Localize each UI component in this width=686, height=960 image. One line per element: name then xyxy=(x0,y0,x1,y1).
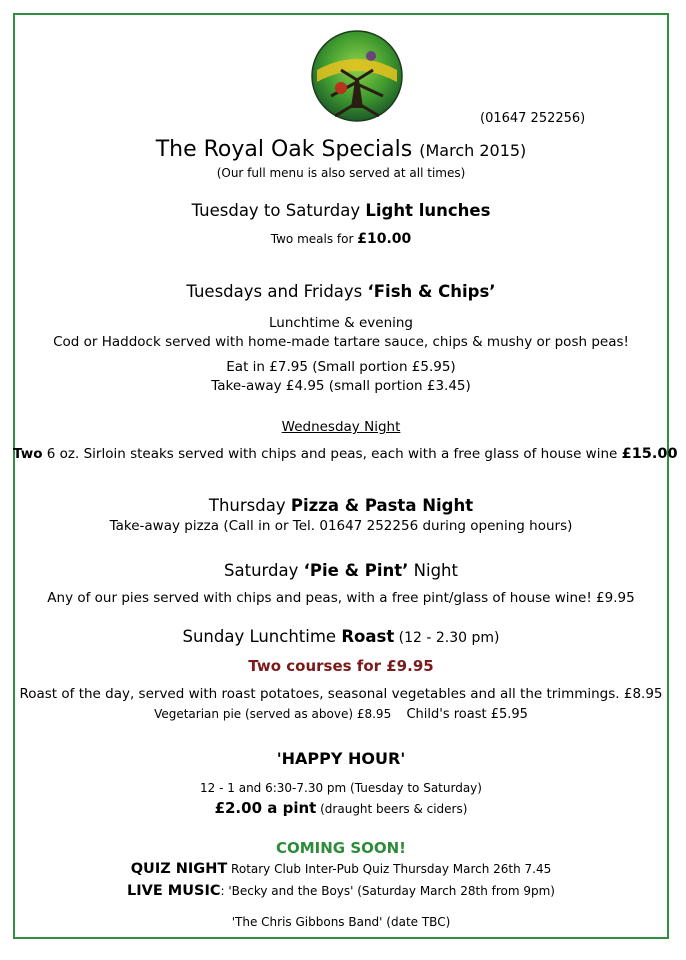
chris-gibbons-band-line: 'The Chris Gibbons Band' (date TBC) xyxy=(231,915,451,929)
coming-soon-heading: COMING SOON! xyxy=(275,839,407,857)
saturday-heading: Saturday ‘Pie & Pint’ Night xyxy=(224,561,458,580)
light-lunches-offer: Two meals for £10.00 xyxy=(270,231,412,247)
light-lunches-heading: Tuesday to Saturday Light lunches xyxy=(191,201,491,220)
happy-hour-price: £2.00 a pint (draught beers & ciders) xyxy=(214,799,468,817)
sunday-other-options: Vegetarian pie (served as above) £8.95 Child's roast £5.95 xyxy=(154,707,528,722)
live-music-line: LIVE MUSIC: 'Becky and the Boys' (Saturday March 28th from 9pm) xyxy=(127,883,555,899)
thursday-pizza-line: Take-away pizza (Call in or Tel. 01647 252256 during opening hours) xyxy=(109,518,573,534)
fish-chips-eat-in: Eat in £7.95 (Small portion £5.95) xyxy=(226,359,456,375)
sunday-offer: Two courses for £9.95 xyxy=(248,657,434,675)
fish-chips-take-away: Take-away £4.95 (small portion £3.45) xyxy=(211,378,471,394)
fish-chips-heading: Tuesdays and Fridays ‘Fish & Chips’ xyxy=(186,282,496,301)
subtitle: (Our full menu is also served at all times) xyxy=(216,166,466,180)
saturday-pie-line: Any of our pies served with chips and peas, with a free pint/glass of house wine! £9.95 xyxy=(47,590,635,606)
fish-chips-description: Cod or Haddock served with home-made tartare sauce, chips & mushy or posh peas! xyxy=(53,334,629,350)
thursday-heading: Thursday Pizza & Pasta Night xyxy=(208,496,474,515)
sunday-roast-line: Roast of the day, served with roast potatoes, seasonal vegetables and all the trimmings. £8.95 xyxy=(19,686,663,702)
sunday-heading: Sunday Lunchtime Roast (12 - 2.30 pm) xyxy=(182,627,500,646)
wednesday-heading: Wednesday Night xyxy=(281,419,401,435)
happy-hour-times: 12 - 1 and 6:30-7.30 pm (Tuesday to Saturday) xyxy=(200,781,482,795)
page-title: The Royal Oak Specials (March 2015) xyxy=(155,137,527,162)
phone-number: (01647 252256) xyxy=(480,111,586,126)
fish-chips-times: Lunchtime & evening xyxy=(268,315,414,331)
oak-tree-logo-icon xyxy=(311,30,403,122)
wednesday-steak-offer: Two 6 oz. Sirloin steaks served with chips and peas, each with a free glass of house wine £15.00 xyxy=(13,446,678,462)
happy-hour-heading: 'HAPPY HOUR' xyxy=(276,749,406,768)
quiz-night-line: QUIZ NIGHT Rotary Club Inter-Pub Quiz Thursday March 26th 7.45 xyxy=(130,861,552,877)
